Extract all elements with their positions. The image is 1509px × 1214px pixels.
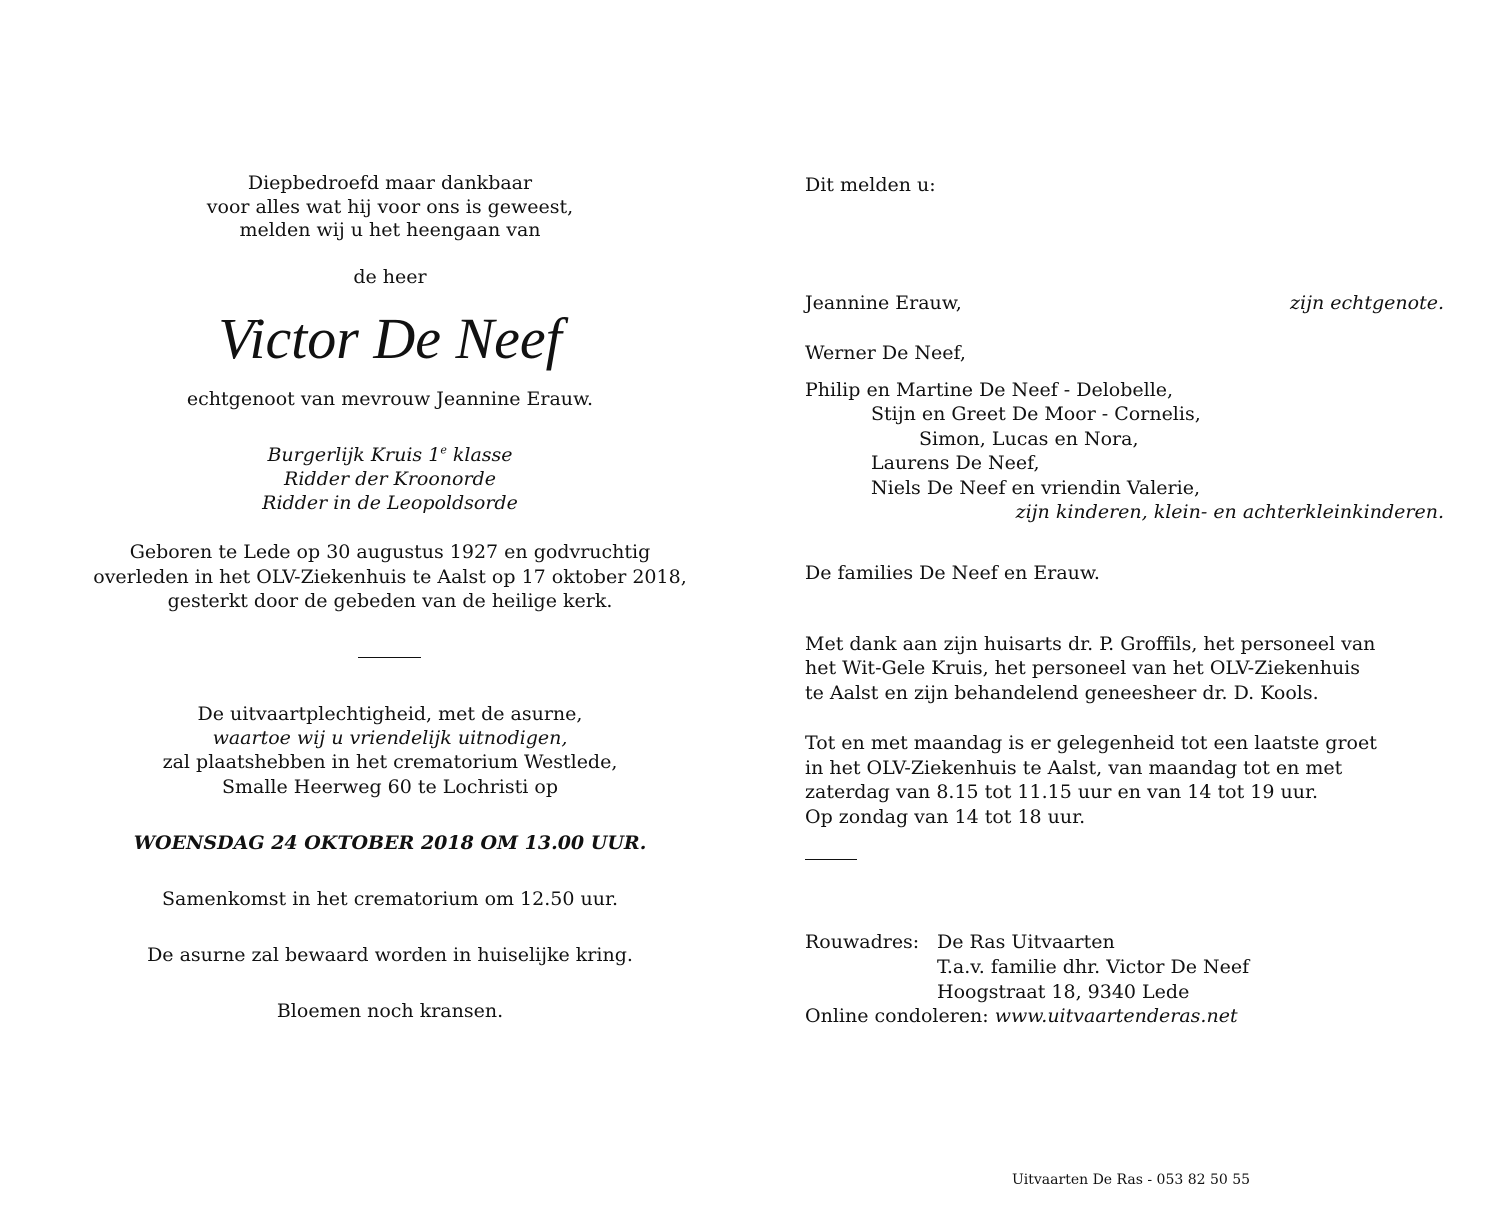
divider [805, 859, 857, 860]
flowers-line: Bloemen noch kransen. [276, 1000, 504, 1022]
thanks-line-2: het Wit-Gele Kruis, het personeel van het OLV-Ziekenhuis [805, 657, 1361, 679]
families-line: De families De Neef en Erauw. [805, 562, 1100, 584]
funeral-date: WOENSDAG 24 OKTOBER 2018 OM 13.00 UUR. [133, 832, 647, 854]
title-prefix: de heer [353, 266, 427, 288]
intro-line-2: voor alles wat hij voor ons is geweest, [206, 196, 574, 218]
honor-line-2: Ridder der Kroonorde [284, 468, 496, 490]
family-member: Werner De Neef, [805, 342, 966, 364]
address-label: Rouwadres: [805, 931, 920, 953]
spouse-role: zijn echtgenote. [1289, 292, 1444, 314]
divider [358, 657, 421, 658]
ceremony-line-3: zal plaatshebben in het crematorium Westlede, [162, 751, 618, 773]
online-url-link[interactable]: www.uitvaartenderas.net [994, 1005, 1238, 1027]
honor-line-1: Burgerlijk Kruis 1e klasse [267, 443, 513, 466]
urn-line: De asurne zal bewaard worden in huiselijke kring. [147, 944, 633, 966]
thanks-line-1: Met dank aan zijn huisarts dr. P. Groffils, het personeel van [805, 633, 1376, 655]
ceremony-line-2: waartoe wij u vriendelijk uitnodigen, [212, 727, 568, 749]
visit-line-3: zaterdag van 8.15 tot 11.15 uur en van 14 tot 19 uur. [805, 781, 1318, 803]
intro-line-1: Diepbedroefd maar dankbaar [247, 172, 533, 194]
family-member: Simon, Lucas en Nora, [919, 428, 1139, 450]
online-condolences [805, 1004, 1238, 1028]
honor-line-3: Ridder in de Leopoldsorde [262, 492, 518, 514]
family-member: Laurens De Neef, [871, 452, 1040, 474]
family-member: Philip en Martine De Neef - Delobelle, [805, 379, 1174, 401]
visit-line-4: Op zondag van 14 tot 18 uur. [805, 806, 1086, 828]
family-member: Niels De Neef en vriendin Valerie, [871, 477, 1200, 499]
ceremony-line-4: Smalle Heerweg 60 te Lochristi op [222, 776, 558, 798]
family-member: Stijn en Greet De Moor - Cornelis, [871, 403, 1201, 425]
address-line-2: T.a.v. familie dhr. Victor De Neef [937, 956, 1250, 978]
address-line-1: De Ras Uitvaarten [937, 931, 1115, 953]
footer-credit: Uitvaarten De Ras - 053 82 50 55 [1012, 1172, 1251, 1188]
ceremony-line-1: De uitvaartplechtigheid, met de asurne, [197, 703, 583, 725]
visit-line-2: in het OLV-Ziekenhuis te Aalst, van maandag tot en met [805, 757, 1343, 779]
birth-death-line-2: overleden in het OLV-Ziekenhuis te Aalst op 17 oktober 2018, [93, 566, 687, 588]
online-label: Online condoleren: [805, 1005, 989, 1027]
intro-line-3: melden wij u het heengaan van [239, 219, 541, 241]
address-line-3: Hoogstraat 18, 9340 Lede [937, 981, 1190, 1003]
gathering-line: Samenkomst in het crematorium om 12.50 uur. [161, 888, 619, 910]
deceased-name: Victor De Neef [218, 306, 562, 371]
birth-death-line-1: Geboren te Lede op 30 augustus 1927 en godvruchtig [129, 541, 651, 563]
announce-line: Dit melden u: [805, 174, 936, 196]
birth-death-line-3: gesterkt door de gebeden van de heilige kerk. [167, 590, 613, 612]
children-role: zijn kinderen, klein- en achterkleinkinderen. [1015, 501, 1444, 523]
visit-line-1: Tot en met maandag is er gelegenheid tot een laatste groet [805, 732, 1377, 754]
spouse-name: Jeannine Erauw, [805, 292, 962, 314]
spouse-line: echtgenoot van mevrouw Jeannine Erauw. [186, 388, 594, 410]
thanks-line-3: te Aalst en zijn behandelend geneesheer dr. D. Kools. [805, 682, 1319, 704]
